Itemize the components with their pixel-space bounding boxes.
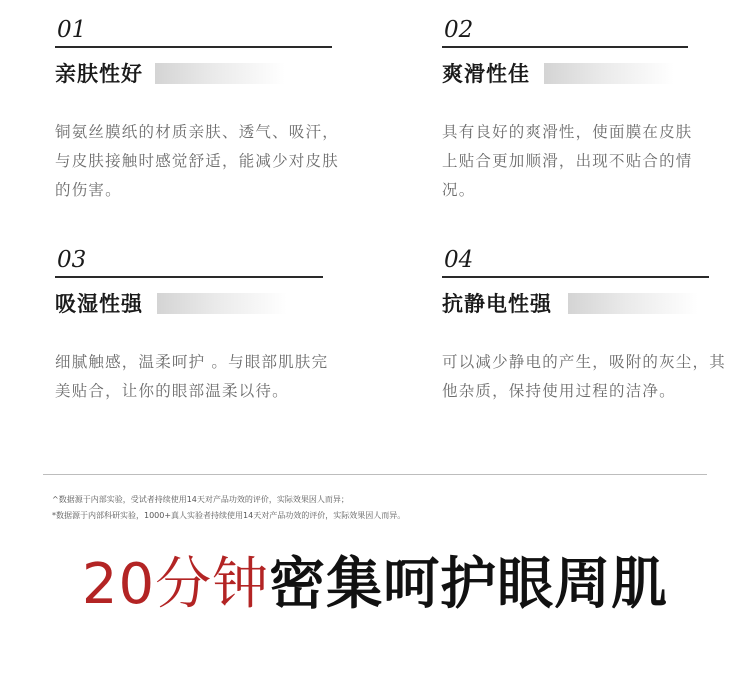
feature-number: 02 [444, 17, 474, 43]
title-gradient-bar [568, 293, 698, 314]
feature-title: 抗静电性强 [442, 292, 552, 316]
feature-rule [442, 276, 709, 278]
feature-rule [55, 276, 323, 278]
feature-rule [442, 46, 688, 48]
headline-main: 密集呵护眼周肌 [269, 552, 669, 617]
feature-title: 爽滑性佳 [442, 62, 530, 86]
feature-description: 铜氨丝膜纸的材质亲肤、透气、吸汗，与皮肤接触时感觉舒适，能减少对皮肤的伤害。 [55, 123, 339, 199]
feature-number: 04 [444, 247, 474, 273]
title-gradient-bar [544, 63, 674, 84]
footnote-2: *数据源于内部科研实验，1000+真人实验者持续使用14天对产品功效的评价，实际效果因人而异。 [52, 511, 406, 520]
feature-description: 可以减少静电的产生，吸附的灰尘，其他杂质，保持使用过程的洁净。 [442, 353, 726, 400]
feature-number: 03 [57, 247, 87, 273]
headline [0, 550, 750, 620]
feature-rule [55, 46, 332, 48]
title-gradient-bar [157, 293, 287, 314]
feature-description: 细腻触感，温柔呵护 。与眼部肌肤完美贴合，让你的眼部温柔以待。 [55, 353, 329, 400]
title-gradient-bar [155, 63, 285, 84]
feature-title: 亲肤性好 [55, 62, 143, 86]
section-divider [43, 474, 707, 475]
feature-number: 01 [57, 17, 87, 43]
feature-description: 具有良好的爽滑性，使面膜在皮肤上贴合更加顺滑，出现不贴合的情况。 [442, 123, 693, 199]
feature-title: 吸湿性强 [55, 292, 143, 316]
headline-accent: 20分钟 [81, 552, 270, 617]
footnote-1: ^数据源于内部实验，受试者持续使用14天对产品功效的评价，实际效果因人而异； [52, 495, 349, 504]
